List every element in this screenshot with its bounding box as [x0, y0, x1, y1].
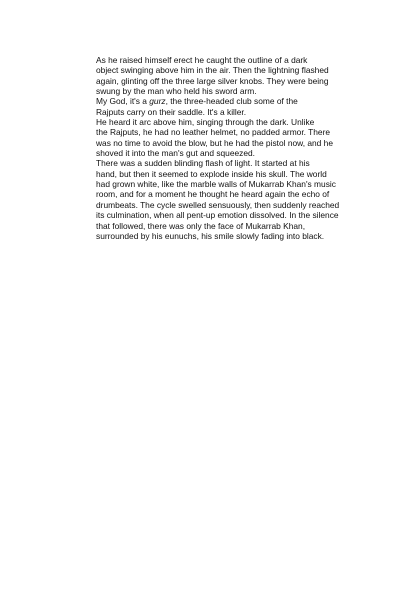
text-line: shoved it into the man's gut and squeezed. [96, 148, 255, 159]
text-line: that followed, there was only the face of Mukarrab Khan, [96, 220, 306, 231]
body-text [83, 55, 345, 241]
paragraph-3 [83, 117, 345, 158]
text-line: There was a sudden blinding flash of light. It started at his [96, 158, 310, 169]
text-line: was no time to avoid the blow, but he had the pistol now, and he [96, 137, 333, 148]
paragraph-2 [83, 96, 345, 117]
text-line: He heard it arc above him, singing through the dark. Unlike [96, 117, 315, 128]
text-line: surrounded by his eunuchs, his smile slowly fading into black. [96, 230, 325, 241]
text-line: room, and for a moment he thought he heard again the echo of [96, 189, 330, 200]
text-line: its culmination, when all pent-up emotion dissolved. In the silence [96, 210, 339, 221]
text-segment: , the three-headed club some of the [165, 96, 298, 107]
text-line: the Rajputs, he had no leather helmet, no padded armor. There [96, 127, 331, 138]
paragraph-4 [83, 158, 345, 241]
italic-term: gurz [149, 96, 166, 107]
text-segment: My God, it's a [96, 96, 150, 107]
text-line: object swinging above him in the air. Then the lightning flashed [96, 65, 329, 76]
text-line: drumbeats. The cycle swelled sensuously, then suddenly reached [96, 199, 340, 210]
text-line: As he raised himself erect he caught the outline of a dark [96, 55, 308, 65]
text-line: again, glinting off the three large silver knobs. They were being [96, 75, 329, 86]
text-line: Rajputs carry on their saddle. It's a killer. [96, 106, 247, 117]
text-line: had grown white, like the marble walls of Mukarrab Khan's music [96, 179, 336, 190]
text-line: swung by the man who held his sword arm. [96, 86, 257, 97]
paragraph-1 [83, 55, 345, 96]
text-line [83, 96, 345, 106]
text-line: hand, but then it seemed to explode inside his skull. The world [96, 168, 327, 179]
